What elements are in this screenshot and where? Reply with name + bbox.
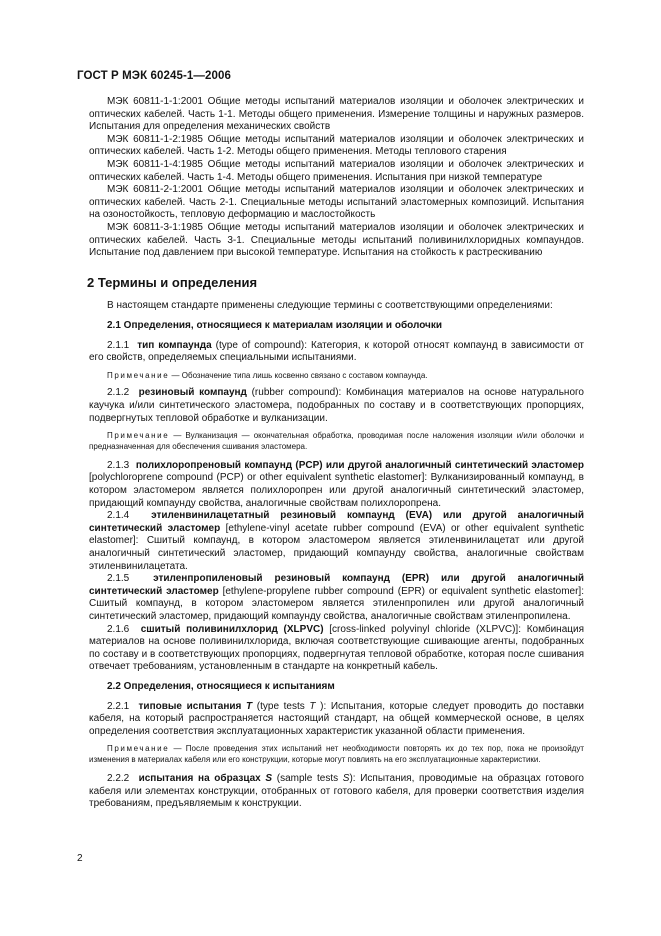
note-label: Примечание: [107, 370, 170, 380]
definition-2-2-2: [89, 773, 584, 811]
section-intro: В настоящем стандарте применены следующие термины с соответствующими определениями:: [107, 300, 553, 312]
clause-number: 2.2.2: [107, 772, 130, 784]
note-text: — Обозначение типа лишь косвенно связано с составом компаунда.: [169, 370, 428, 380]
definition-2-1-4: [89, 510, 584, 573]
clause-number: 2.1.2: [107, 387, 130, 399]
definition-text: [cross-linked polyvinyl chloride (XLPVC)]: Комбинация материалов на основе поливинилхлорида, включая соответствующие сшивающие агенты, подобранных по составу и в соответствующих пропорциях, подвергнутая тепловой обработке, которая после сшивания отвечает требованиям, установленным в стандарте на конкретный кабель.: [89, 623, 584, 673]
definition-text: [ethylene-propylene rubber compound (EPR) or equivalent synthetic elastomer]: Сшитый компаунд, в котором эластомером является этиленпропилен или другой аналогичный синтетический эластомер, придающий компаунду свойства, аналогичные свойствам этиленпропилена.: [89, 585, 584, 622]
definition-2-2-1: [89, 701, 584, 739]
term: сшитый поливинилхлорид (XLPVC): [140, 623, 324, 635]
normative-references: [89, 96, 584, 260]
clause-number: 2.1.4: [107, 510, 130, 522]
subsection-heading-materials: 2.1 Определения, относящиеся к материалам изоляции и оболочки: [107, 319, 443, 331]
clause-number: 2.1.3: [107, 459, 130, 471]
definition-text: ): Испытания, проводимые на образцах готового кабеля или элементах конструкции, отобранных от готового кабеля, для проверки соответствия изделия требованиям, предъявляемым к конструкции.: [89, 772, 584, 810]
term: тип компаунда: [137, 339, 212, 351]
reference-item: МЭК 60811-1-4:1985 Общие методы испытаний материалов изоляции и оболочек электрических и оптических кабелей. Часть 1-4. Методы общего применения. Испытания при низкой температуре: [89, 158, 584, 183]
note-2-1-2: [89, 431, 584, 453]
clause-number: 2.1.6: [107, 623, 130, 635]
note-label: Примечание: [107, 431, 170, 441]
term: этиленвинилацетатный резиновый компаунд (EVA) или другой аналогичный синтетический эластомер: [89, 510, 584, 534]
note-text: — После проведения этих испытаний нет необходимости повторять их до тех пор, пока не произойдут изменения в материалах кабеля или его конструкции, которые могут повлиять на его эксплуатационные характеристики.: [89, 744, 584, 765]
definition-2-1-6: [89, 624, 584, 674]
definition-2-1-1: [89, 340, 584, 365]
section-heading-terms: 2 Термины и определения: [87, 274, 258, 290]
definition-text: [ethylene-vinyl acetate rubber compound (EVA) or other equivalent synthetic elastomer]: Сшитый компаунд, в котором эластомером является этиленвинилацетат или другой аналогичный синтетический эластомер, придающий компаунду свойства, аналогичные свойствам этиленвинилацетата.: [89, 522, 584, 572]
definition-2-1-2: [89, 387, 584, 425]
note-label: Примечание: [107, 744, 170, 754]
term: полихлоропреновый компаунд (PCP) или другой аналогичный синтетический эластомер: [135, 459, 584, 471]
reference-item: МЭК 60811-3-1:1985 Общие методы испытаний материалов изоляции и оболочек электрических и оптических кабелей. Часть 3-1. Специальные методы испытаний поливинилхлоридных компаундов. Испытание под давлением при высокой температуре. Испытания на стойкость к растрескиванию: [89, 221, 584, 259]
note-2-1-1: [89, 371, 584, 382]
term: испытания на образцах: [138, 772, 261, 784]
note-2-2-1: [89, 744, 584, 766]
document-header: ГОСТ Р МЭК 60245-1—2006: [77, 70, 231, 82]
subsection-heading-tests: 2.2 Определения, относящиеся к испытаниям: [107, 680, 335, 692]
term-symbol-inline: S: [342, 772, 350, 784]
definition-text: (rubber compound): Комбинация материалов на основе натурального каучука и/или синтетического эластомера, подобранных по составу и в соответствующих пропорциях, подвергнутых тепловой обработке и вулканизации.: [89, 387, 584, 424]
term-symbol: T: [246, 700, 253, 712]
definition-text: ): Испытания, которые следует проводить до поставки кабеля, на который распространяется настоящий стандарт, на общей коммерческой основе, в целях определения соответствия эксплуатационных характеристик указанной области применения.: [89, 700, 585, 737]
definition-text: [polychloroprene compound (PCP) or other equivalent synthetic elastomer]: Вулканизированный компаунд, в котором эластомером является полихлоропрен или другой аналогичный синтетический эластомер, придающий компаунду свойства, аналогичные свойствам полихлоропрена.: [89, 472, 584, 509]
clause-number: 2.2.1: [107, 700, 130, 712]
clause-number: 2.1.1: [107, 339, 130, 351]
note-text: — Вулканизация — окончательная обработка, проводимая после наложения изоляции и/или оболочки и предназначенная для обеспечения сшивания эластомера.: [89, 431, 584, 452]
reference-item: МЭК 60811-1-2:1985 Общие методы испытаний материалов изоляции и оболочек электрических и оптических кабелей. Часть 1-2. Методы общего применения. Методы теплового старения: [89, 133, 584, 158]
term: резиновый компаунд: [138, 387, 247, 399]
term: типовые испытания: [138, 700, 242, 712]
document-body: [89, 96, 584, 811]
term-symbol-inline: T: [309, 700, 316, 712]
clause-number: 2.1.5: [107, 573, 130, 585]
page-number: 2: [77, 853, 83, 864]
reference-item: МЭК 60811-2-1:2001 Общие методы испытаний материалов изоляции и оболочек электрических и оптических кабелей. Часть 2-1. Специальные методы испытаний эластомерных композиций. Испытания на озоностойкость, тепловую деформацию и маслостойкость: [89, 184, 584, 221]
term-symbol: S: [265, 772, 273, 784]
definition-open: (sample tests: [272, 772, 343, 784]
definition-2-1-5: [89, 573, 584, 623]
definition-open: (type tests: [252, 700, 310, 712]
definition-text: (type of compound): Категория, к которой относят компаунд в зависимости от его свойств, определяемых специальными испытаниями.: [89, 339, 584, 364]
reference-item: МЭК 60811-1-1:2001 Общие методы испытаний материалов изоляции и оболочек электрических и оптических кабелей. Часть 1-1. Методы общего применения. Измерение толщины и наружных размеров. Испытания для определения механических свойств: [89, 96, 584, 133]
definition-2-1-3: [89, 460, 584, 510]
term: этиленпропиленовый резиновый компаунд (EPR) или другой аналогичный синтетический эластомер: [89, 573, 585, 597]
